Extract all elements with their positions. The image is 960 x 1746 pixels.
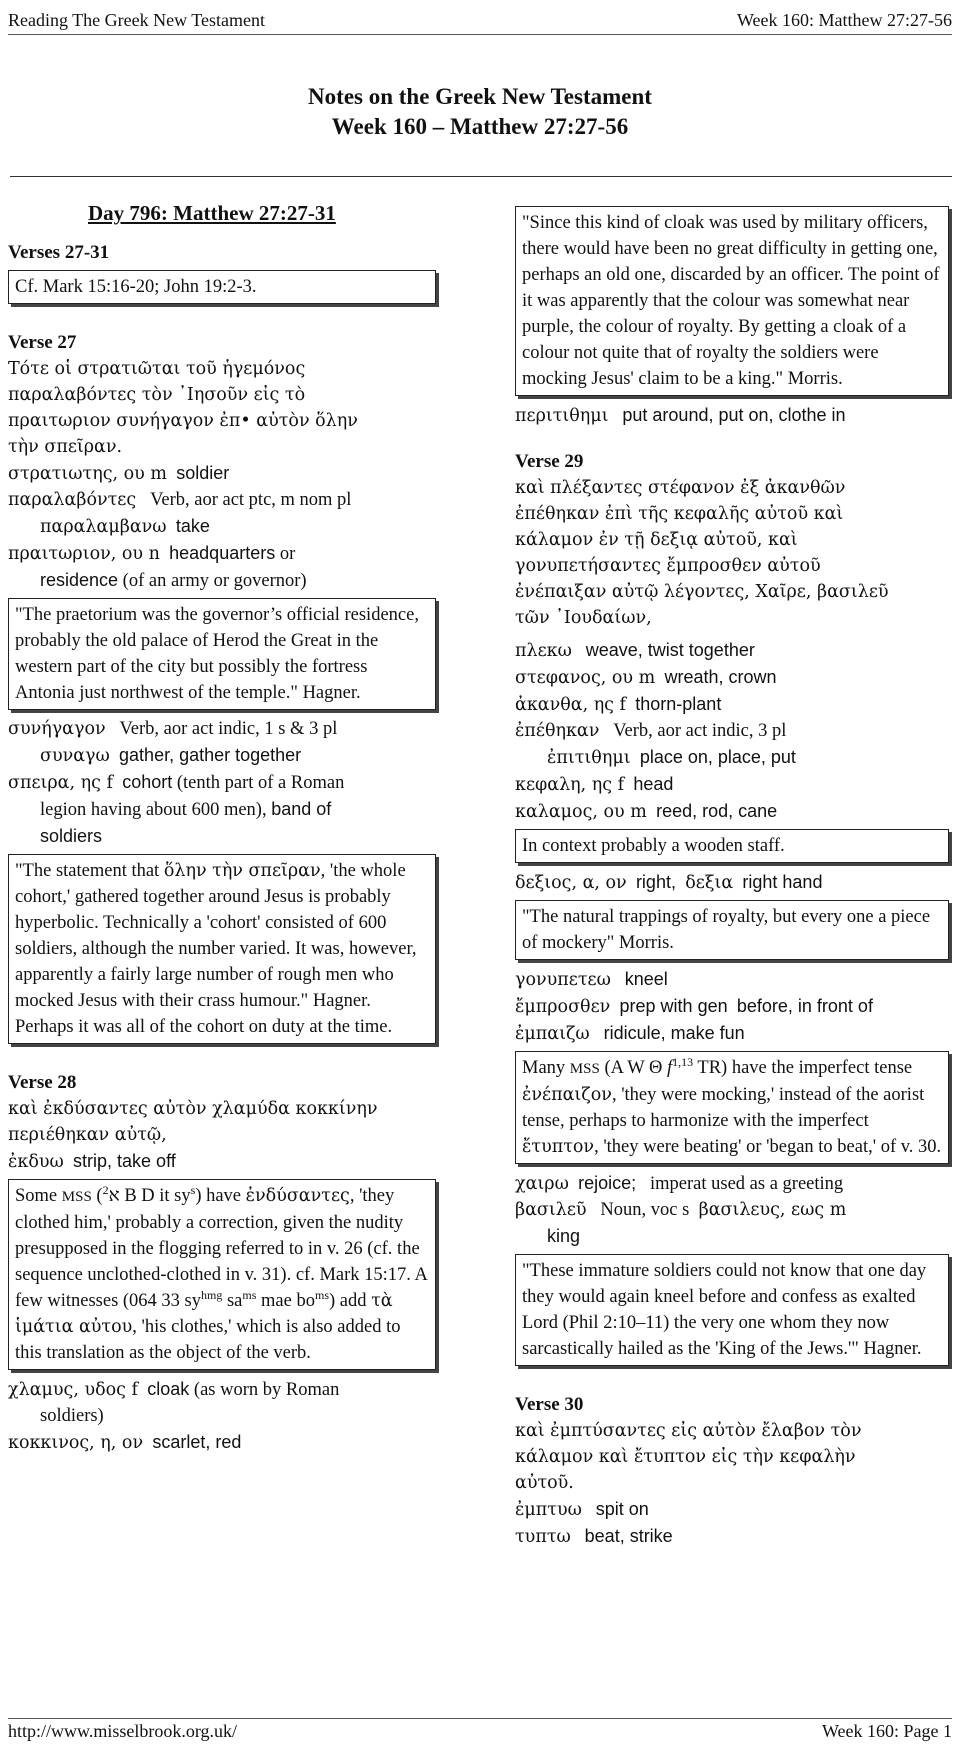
day-title: Day 796: Matthew 27:27-31 bbox=[88, 201, 336, 225]
greek-word: καλαμος, ου m bbox=[515, 802, 647, 822]
verse-30-text bbox=[515, 1418, 955, 1496]
superscript: hmg bbox=[201, 1287, 223, 1302]
verse-line: παραλαβόντες τὸν ᾿Ιησοῦν εἰς τὸ bbox=[8, 385, 306, 405]
gloss: right, bbox=[635, 872, 676, 892]
greek-word: παραλαβόντες bbox=[8, 490, 137, 510]
gloss: scarlet, red bbox=[152, 1432, 242, 1452]
commentary-text: "The statement that bbox=[15, 861, 164, 881]
vocab-entry bbox=[8, 513, 442, 540]
gloss: headquarters bbox=[169, 543, 276, 563]
greek-word: δεξια bbox=[685, 873, 734, 893]
commentary-box: "The praetorium was the governor’s official residence, probably the old palace of Herod the Great in the western part of the city but possibly the fortress Antonia just northwest of the temple." Hagner. bbox=[8, 598, 436, 710]
verse-line: πραιτωριον συνήγαγον ἐπ• αὐτὸν ὅλην bbox=[8, 411, 358, 431]
greek-word: στεφανος, ου m bbox=[515, 668, 656, 688]
verse-28-heading: Verse 28 bbox=[8, 1072, 77, 1093]
greek-word: ἐπέθηκαν bbox=[515, 721, 600, 741]
vocab-entry bbox=[8, 742, 442, 769]
greek-word: ἐμπτυω bbox=[515, 1500, 582, 1520]
vocab-entry bbox=[8, 796, 442, 823]
gloss: rejoice; bbox=[578, 1173, 637, 1193]
greek-word: σπειρα, ης f bbox=[8, 773, 113, 793]
verses-heading: Verses 27-31 bbox=[8, 242, 110, 263]
gloss: place on, place, put bbox=[639, 747, 796, 767]
gloss: soldiers bbox=[40, 826, 103, 846]
verse-line: κάλαμον καὶ ἔτυπτον εἰς τὴν κεφαλὴν bbox=[515, 1447, 856, 1467]
gloss: wreath, crown bbox=[664, 667, 777, 687]
note-text: MSS bbox=[569, 1061, 600, 1077]
gloss: cohort bbox=[122, 772, 173, 792]
gloss: king bbox=[547, 1226, 581, 1246]
vocab-entry bbox=[8, 1376, 442, 1403]
gloss: soldier bbox=[176, 463, 230, 483]
textual-note-box bbox=[8, 1179, 436, 1370]
greek-word: ἀκανθα, ης f bbox=[515, 695, 627, 715]
vocab-entry bbox=[8, 567, 442, 594]
gloss: right hand bbox=[742, 872, 823, 892]
verse-line: τῶν ᾿Ιουδαίων, bbox=[515, 608, 652, 628]
greek-word: συναγω bbox=[40, 746, 110, 766]
greek-word: κεφαλη, ης f bbox=[515, 775, 625, 795]
right-column bbox=[515, 200, 955, 1550]
verse-28-text bbox=[8, 1096, 442, 1148]
note-text: , 'they were mocking,' instead of the aorist tense, perhaps to harmonize with the imperfect bbox=[522, 1085, 925, 1131]
cross-reference-box bbox=[8, 270, 436, 304]
commentary-box: In context probably a wooden staff. bbox=[515, 829, 949, 863]
verse-27-heading: Verse 27 bbox=[8, 332, 77, 353]
gloss: head bbox=[633, 774, 674, 794]
gloss: take bbox=[175, 516, 210, 536]
header-left: Reading The Greek New Testament bbox=[8, 9, 265, 30]
note-text: Some bbox=[15, 1186, 62, 1206]
vocab-entry bbox=[515, 744, 955, 771]
parsing: prep with gen bbox=[619, 996, 728, 1016]
vocab-entry bbox=[515, 798, 955, 825]
vocab-entry bbox=[8, 540, 442, 567]
gloss-note: legion having about 600 men), bbox=[40, 800, 267, 820]
vocab-entry bbox=[515, 1170, 955, 1197]
note-text: mae bo bbox=[256, 1291, 315, 1311]
gloss: spit on bbox=[595, 1499, 649, 1519]
superscript: 2 bbox=[102, 1182, 109, 1197]
gloss: reed, rod, cane bbox=[656, 801, 778, 821]
verse-line: ἐπέθηκαν ἐπὶ τῆς κεφαλῆς αὐτοῦ καὶ bbox=[515, 504, 844, 524]
verse-line: περιέθηκαν αὐτῷ, bbox=[8, 1125, 167, 1145]
note-text: , 'they were beating' or 'began to beat,' of v. 30. bbox=[594, 1137, 942, 1157]
vocab-entry bbox=[8, 716, 442, 742]
vocab-entry bbox=[515, 637, 955, 664]
gloss: ridicule, make fun bbox=[603, 1023, 745, 1043]
vocab-entry bbox=[515, 691, 955, 718]
vocab-entry bbox=[8, 487, 442, 513]
parsing: Verb, aor act indic, 1 s & 3 pl bbox=[119, 719, 338, 739]
greek-phrase: τὰ ἱμάτια αὐτου bbox=[15, 1291, 393, 1337]
greek-word: ἐπιτιθημι bbox=[547, 748, 631, 768]
verse-29-text bbox=[515, 475, 955, 631]
gloss: before, in front of bbox=[736, 996, 873, 1016]
vocab-entry bbox=[515, 993, 955, 1020]
greek-word: βασιλευς, εως m bbox=[698, 1200, 847, 1220]
title-line-1: Notes on the Greek New Testament bbox=[308, 84, 652, 109]
verse-29-heading: Verse 29 bbox=[515, 451, 584, 472]
note-text: MSS bbox=[61, 1189, 92, 1205]
note-text: ) add bbox=[329, 1291, 372, 1311]
greek-word: τυπτω bbox=[515, 1527, 571, 1547]
greek-phrase: ἔτυπτον bbox=[522, 1137, 595, 1157]
vocab-entry bbox=[8, 823, 442, 850]
verse-line: κάλαμον ἐν τῇ δεξιᾳ αὐτοῦ, καὶ bbox=[515, 530, 798, 550]
verse-line: τὴν σπεῖραν. bbox=[8, 437, 123, 457]
verse-line: αὐτοῦ. bbox=[515, 1473, 574, 1493]
greek-word: πραιτωριον, ου n bbox=[8, 544, 160, 564]
gloss: beat, strike bbox=[584, 1526, 673, 1546]
parsing: Verb, aor act ptc, m nom pl bbox=[150, 490, 352, 510]
page-title bbox=[0, 82, 960, 142]
note-text: sa bbox=[222, 1291, 243, 1311]
commentary-box: "These immature soldiers could not know that one day they would again kneel before and confess as exalted Lord (Phil 2:10–11) the very one whom they now sarcastically hailed as the 'King of the Jews.'" Hagner. bbox=[515, 1254, 949, 1366]
verse-line: ἐνέπαιξαν αὐτῷ λέγοντες, Χαῖρε, βασιλεῦ bbox=[515, 582, 889, 602]
vocab-entry bbox=[515, 664, 955, 691]
gloss: gather, gather together bbox=[119, 745, 302, 765]
footer-page-label: Week 160: Page 1 bbox=[821, 1720, 952, 1741]
gloss: thorn-plant bbox=[635, 694, 722, 714]
gloss: kneel bbox=[624, 969, 668, 989]
note-text: TR) have the imperfect tense bbox=[693, 1058, 913, 1078]
title-line-2: Week 160 – Matthew 27:27-56 bbox=[331, 114, 629, 139]
vocab-entry bbox=[8, 460, 442, 487]
left-column bbox=[8, 200, 442, 1456]
vocab-entry bbox=[515, 1523, 955, 1550]
vocab-entry bbox=[515, 1223, 955, 1250]
gloss: band of bbox=[271, 799, 332, 819]
greek-word: πλεκω bbox=[515, 641, 572, 661]
gloss-note: (tenth part of a Roman bbox=[176, 773, 345, 793]
superscript: ms bbox=[242, 1287, 257, 1302]
greek-phrase: ὅλην τὴν σπεῖραν bbox=[163, 861, 321, 881]
verse-27-text bbox=[8, 356, 442, 460]
greek-word: χλαμυς, υδος f bbox=[8, 1380, 139, 1400]
note-text: , 'they clothed him,' probably a correction, given the nudity presupposed in the flogging referred to in v. 26 (cf. the sequence unclothed-clothed in v. 31). cf. Mark 15:17. A few witnesses (064 33 sy bbox=[15, 1186, 427, 1311]
footer-url-link[interactable]: http://www.misselbrook.org.uk/ bbox=[8, 1720, 237, 1741]
page-header bbox=[8, 6, 952, 35]
vocab-entry bbox=[515, 1020, 955, 1047]
greek-word: δεξιος, α, ον bbox=[515, 873, 627, 893]
note-text: B D it sy bbox=[119, 1186, 191, 1206]
verse-line: καὶ πλέξαντες στέφανον ἐξ ἀκανθῶν bbox=[515, 478, 846, 498]
commentary-text: , 'the whole cohort,' gathered together around Jesus is probably hyperbolic. Technically a 'cohort' consisted of 600 soldiers, although the number varied. It was, however, apparently a fairly large number of rough men who mocked Jesus with their crass humour." Hagner. Perhaps it was all of the cohort on duty at the time. bbox=[15, 861, 417, 1037]
gloss: cloak bbox=[147, 1379, 190, 1399]
greek-phrase: ἐνδύσαντες bbox=[245, 1186, 350, 1206]
page-footer bbox=[8, 1718, 952, 1743]
note-text: Many bbox=[522, 1058, 570, 1078]
header-right: Week 160: Matthew 27:27-56 bbox=[736, 9, 952, 30]
vocab-entry bbox=[515, 966, 955, 993]
greek-phrase: ἐνέπαιζον bbox=[522, 1085, 612, 1105]
verse-line: καὶ ἐκδύσαντες αὐτὸν χλαμύδα κοκκίνην bbox=[8, 1099, 378, 1119]
connector-text: or bbox=[279, 544, 296, 564]
verse-30-heading: Verse 30 bbox=[515, 1394, 584, 1415]
greek-word: κοκκινος, η, ον bbox=[8, 1433, 144, 1453]
vocab-entry bbox=[515, 869, 955, 896]
gloss: put around, put on, clothe in bbox=[622, 405, 846, 425]
greek-word: συνήγαγον bbox=[8, 719, 106, 739]
vocab-entry bbox=[515, 1197, 955, 1223]
parsing: Noun, voc s bbox=[600, 1200, 690, 1220]
greek-word: γονυπετεω bbox=[515, 970, 611, 990]
greek-word: χαιρω bbox=[515, 1174, 569, 1194]
vocab-entry bbox=[8, 1429, 442, 1456]
vocab-entry bbox=[515, 402, 955, 429]
greek-word: στρατιωτης, ου m bbox=[8, 464, 167, 484]
commentary-box: "Since this kind of cloak was used by military officers, there would have been no great difficulty in getting one, perhaps an old one, discarded by an officer. The point of it was apparently that the colour was somewhat near purple, the colour of royalty. By getting a cloak of a colour not quite that of royalty the soldiers were mocking Jesus' claim to be a king." Morris. bbox=[515, 206, 949, 396]
gloss-note: (as worn by Roman bbox=[193, 1380, 340, 1400]
superscript: s bbox=[190, 1182, 196, 1197]
greek-word: παραλαμβανω bbox=[40, 517, 167, 537]
superscript: 1,13 bbox=[672, 1054, 694, 1069]
vocab-entry bbox=[515, 1496, 955, 1523]
gloss: strip, take off bbox=[73, 1151, 176, 1171]
gloss-note: soldiers) bbox=[40, 1406, 104, 1426]
verse-line: καὶ ἐμπτύσαντες εἰς αὐτὸν ἔλαβον τὸν bbox=[515, 1421, 862, 1441]
greek-word: ἐκδυω bbox=[8, 1152, 64, 1172]
parsing: Verb, aor act indic, 3 pl bbox=[613, 721, 787, 741]
note-text: , 'his clothes,' which is also added to this translation as the object of the verb. bbox=[15, 1317, 401, 1363]
note-text: ) have bbox=[195, 1186, 246, 1206]
greek-word: βασιλεῦ bbox=[515, 1200, 587, 1220]
gloss-note: imperat used as a greeting bbox=[650, 1174, 844, 1194]
verse-line: γονυπετήσαντες ἔμπροσθεν αὐτοῦ bbox=[515, 556, 821, 576]
vocab-entry bbox=[515, 771, 955, 798]
gloss: weave, twist together bbox=[585, 640, 755, 660]
greek-word: περιτιθημι bbox=[515, 406, 609, 426]
note-text: (א bbox=[91, 1186, 120, 1206]
greek-word: ἔμπροσθεν bbox=[515, 997, 611, 1017]
superscript: ms bbox=[314, 1287, 329, 1302]
vocab-entry bbox=[8, 769, 442, 796]
commentary-box bbox=[8, 854, 436, 1044]
greek-word: ἐμπαιζω bbox=[515, 1024, 590, 1044]
textual-note-box bbox=[515, 1051, 949, 1164]
gloss-note: (of an army or governor) bbox=[122, 571, 307, 591]
vocab-entry bbox=[8, 1148, 442, 1175]
vocab-entry bbox=[515, 718, 955, 744]
cross-reference-text: Cf. Mark 15:16-20; John 19:2-3. bbox=[15, 277, 257, 297]
gloss: residence bbox=[40, 570, 119, 590]
note-text: f bbox=[666, 1058, 673, 1078]
commentary-box: "The natural trappings of royalty, but every one a piece of mockery" Morris. bbox=[515, 900, 949, 960]
note-text: (A W Θ bbox=[599, 1058, 667, 1078]
vocab-entry bbox=[8, 1403, 442, 1429]
verse-line: Τότε οἱ στρατιῶται τοῦ ἡγεμόνος bbox=[8, 359, 306, 379]
title-rule bbox=[10, 176, 952, 177]
